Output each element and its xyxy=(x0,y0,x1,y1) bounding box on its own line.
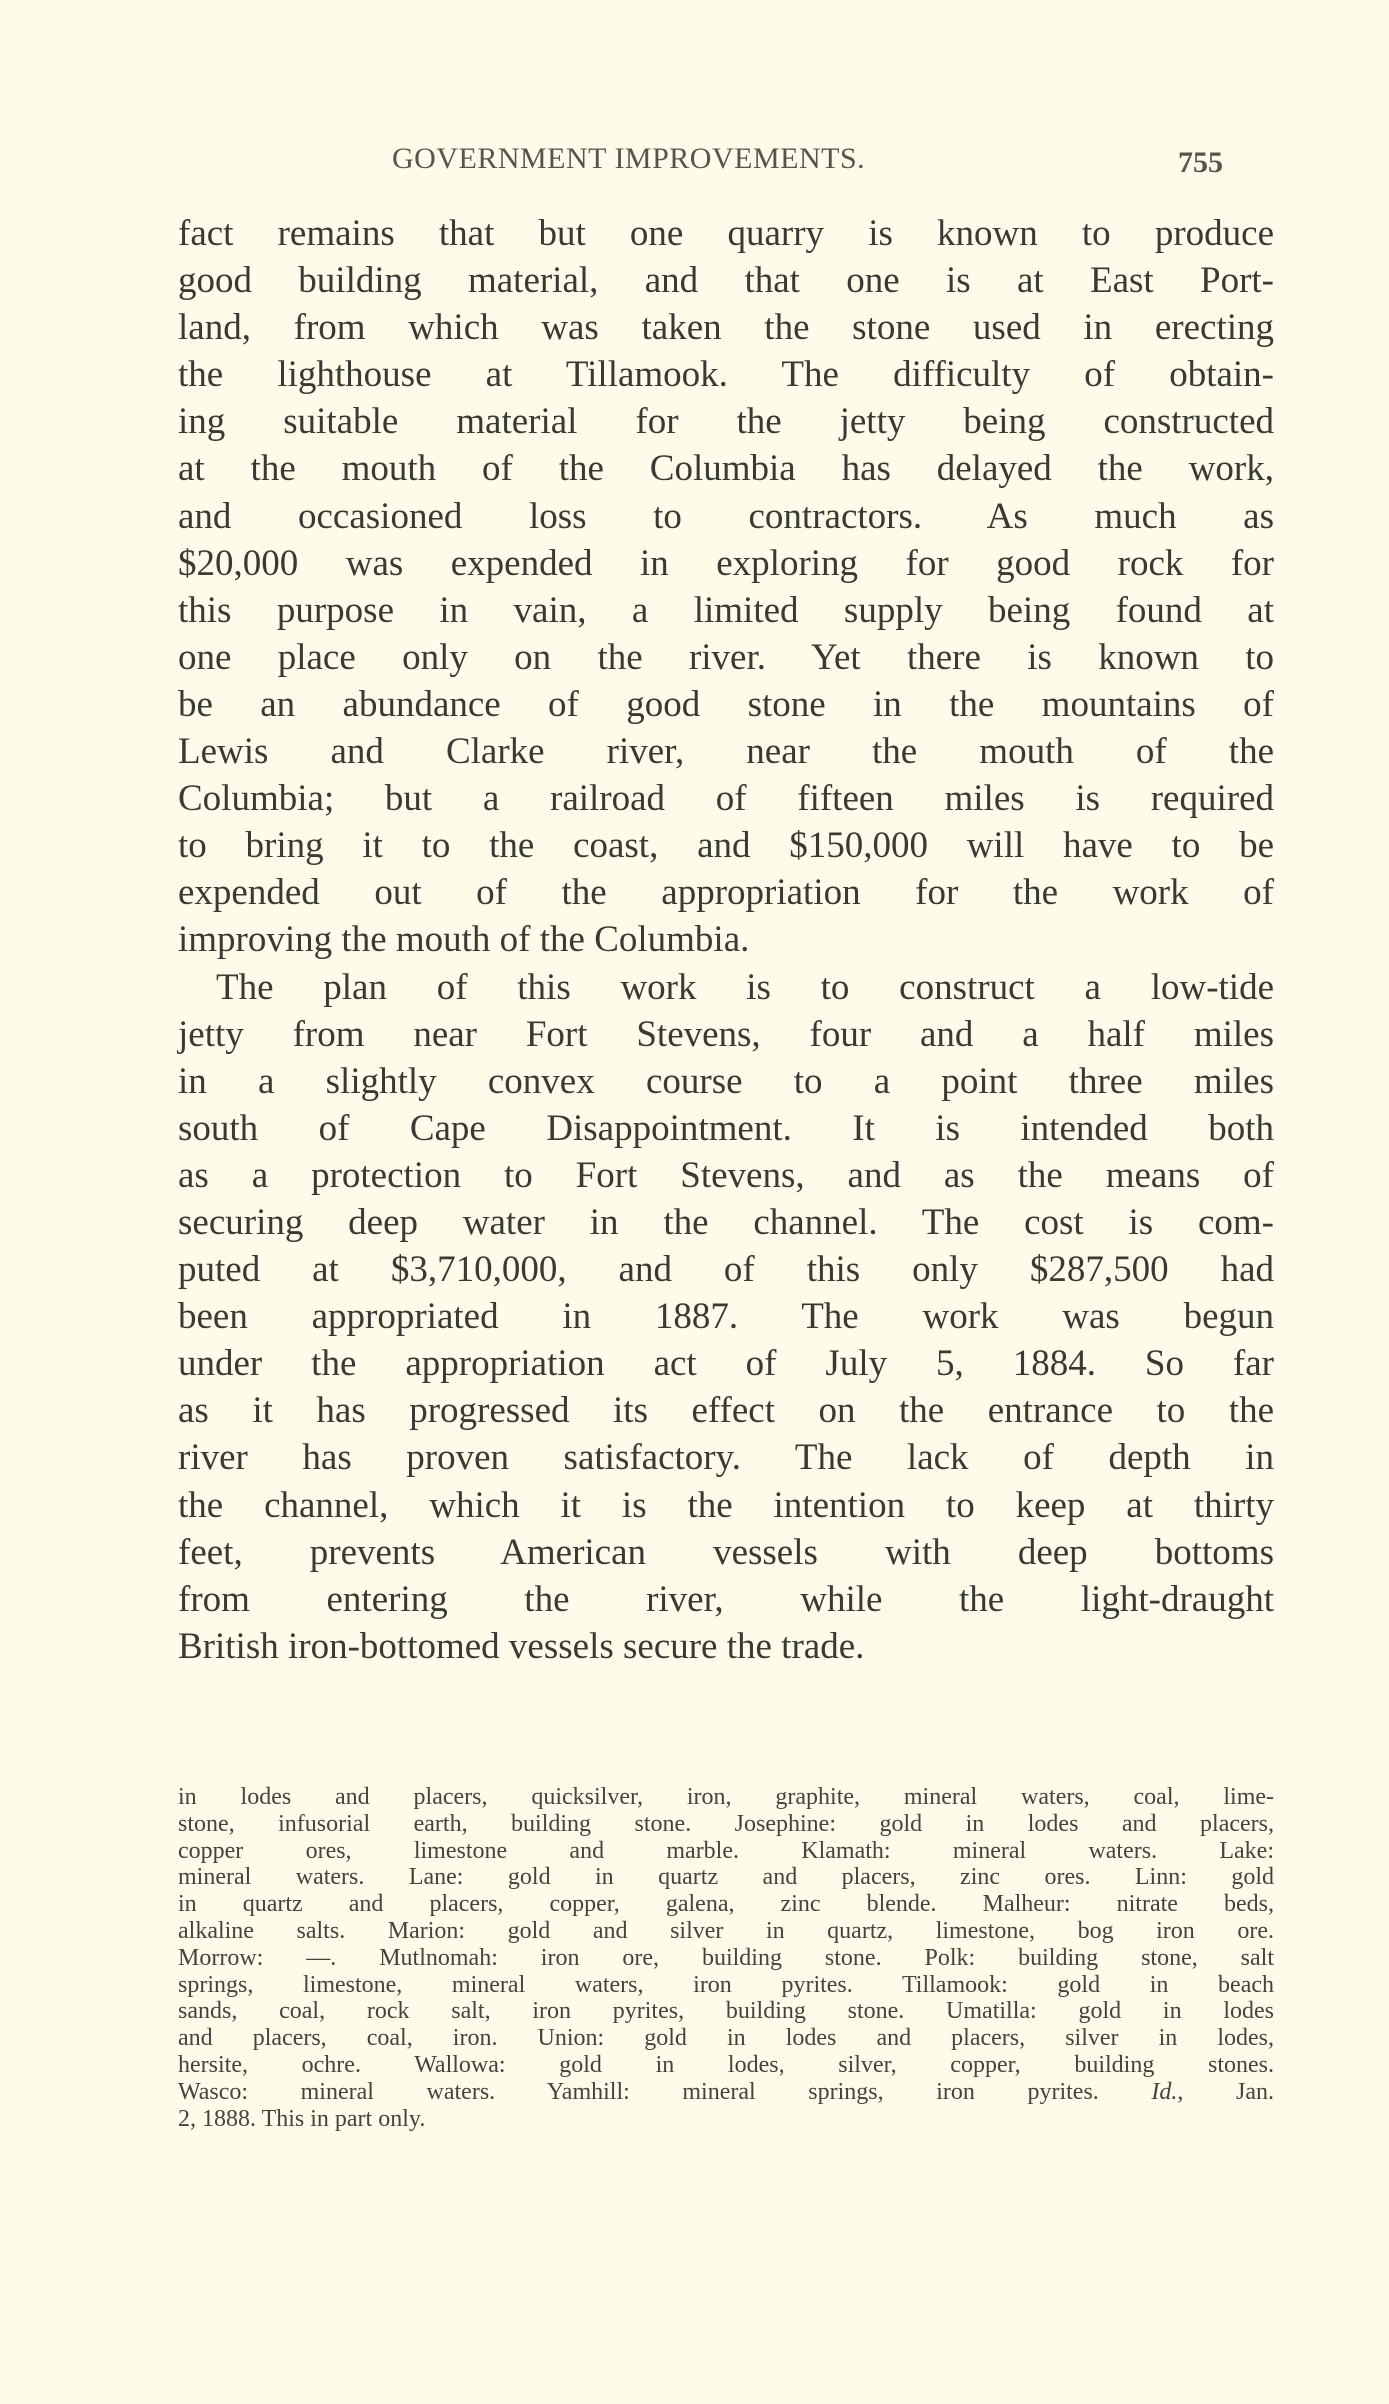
body-line: river has proven satisfactory. The lack of depth in xyxy=(178,1437,1274,1479)
body-line: improving the mouth of the Columbia. xyxy=(178,919,750,961)
body-line: the lighthouse at Tillamook. The difficulty of obtain- xyxy=(178,354,1274,396)
footnote-line: in quartz and placers, copper, galena, zinc blende. Malheur: nitrate beds, xyxy=(178,1891,1274,1918)
footnote-line-citation xyxy=(178,2079,1274,2106)
body-line: under the appropriation act of July 5, 1884. So far xyxy=(178,1343,1274,1385)
body-line: to bring it to the coast, and $150,000 will have to be xyxy=(178,825,1274,867)
body-line: Lewis and Clarke river, near the mouth of the xyxy=(178,731,1274,773)
footnote-line: stone, infusorial earth, building stone. Josephine: gold in lodes and placers, xyxy=(178,1810,1274,1837)
body-line: expended out of the appropriation for the work of xyxy=(178,872,1274,914)
body-line: and occasioned loss to contractors. As much as xyxy=(178,495,1274,537)
body-line: be an abundance of good stone in the mountains of xyxy=(178,683,1274,725)
body-line: fact remains that but one quarry is known to produce xyxy=(178,213,1274,254)
main-body-text xyxy=(178,210,1274,1670)
body-line: puted at $3,710,000, and of this only $287,500 had xyxy=(178,1249,1274,1291)
body-line: good building material, and that one is at East Port- xyxy=(178,260,1274,302)
body-line: south of Cape Disappointment. It is intended both xyxy=(178,1107,1274,1149)
body-line: from entering the river, while the light-draught xyxy=(178,1578,1274,1620)
footnote-line: copper ores, limestone and marble. Klamath: mineral waters. Lake: xyxy=(178,1837,1274,1864)
footnote-line: Morrow: —. Mutlnomah: iron ore, building stone. Polk: building stone, salt xyxy=(178,1944,1274,1971)
footnote-line: springs, limestone, mineral waters, iron pyrites. Tillamook: gold in beach xyxy=(178,1971,1274,1998)
footnote-line: alkaline salts. Marion: gold and silver in quartz, limestone, bog iron ore. xyxy=(178,1917,1274,1944)
body-line: in a slightly convex course to a point three miles xyxy=(178,1060,1274,1102)
body-line: the channel, which it is the intention to keep at thirty xyxy=(178,1484,1274,1526)
footnote-line: hersite, ochre. Wallowa: gold in lodes, silver, copper, building stones. xyxy=(178,2051,1274,2078)
body-line: jetty from near Fort Stevens, four and a half miles xyxy=(178,1013,1274,1055)
body-line: securing deep water in the channel. The cost is com- xyxy=(178,1201,1274,1243)
footnote-line: sands, coal, rock salt, iron pyrites, building stone. Umatilla: gold in lodes xyxy=(178,1998,1274,2025)
body-line: land, from which was taken the stone used in erecting xyxy=(178,307,1274,349)
body-line: British iron-bottomed vessels secure the trade. xyxy=(178,1625,865,1667)
page-number: 755 xyxy=(1178,146,1223,179)
body-line: this purpose in vain, a limited supply being found at xyxy=(178,589,1274,631)
body-line: at the mouth of the Columbia has delayed the work, xyxy=(178,448,1274,490)
footnote-block xyxy=(178,1784,1274,2132)
footnote-line: in lodes and placers, quicksilver, iron, graphite, mineral waters, coal, lime- xyxy=(178,1784,1274,1810)
body-line: $20,000 was expended in exploring for good rock for xyxy=(178,542,1274,584)
body-line: ing suitable material for the jetty being constructed xyxy=(178,401,1274,443)
body-line: as a protection to Fort Stevens, and as the means of xyxy=(178,1154,1274,1196)
footnote-line: 2, 1888. This in part only. xyxy=(178,2105,426,2132)
body-line: been appropriated in 1887. The work was begun xyxy=(178,1296,1274,1338)
footnote-line: and placers, coal, iron. Union: gold in lodes and placers, silver in lodes, xyxy=(178,2025,1274,2052)
footnote-text: Wasco: mineral waters. Yamhill: mineral springs, iron pyrites. xyxy=(178,2078,1099,2105)
body-line: feet, prevents American vessels with deep bottoms xyxy=(178,1531,1274,1573)
citation-date: , Jan. xyxy=(1177,2078,1275,2105)
body-line: one place only on the river. Yet there is known to xyxy=(178,636,1274,678)
running-head-title: GOVERNMENT IMPROVEMENTS. xyxy=(392,142,866,175)
body-line: as it has progressed its effect on the entrance to the xyxy=(178,1390,1274,1432)
body-line: Columbia; but a railroad of fifteen miles is required xyxy=(178,778,1274,820)
citation-ibid: Id. xyxy=(1151,2078,1178,2105)
body-line-paragraph-start: The plan of this work is to construct a low-tide xyxy=(216,966,1274,1008)
footnote-line: mineral waters. Lane: gold in quartz and placers, zinc ores. Linn: gold xyxy=(178,1864,1274,1891)
